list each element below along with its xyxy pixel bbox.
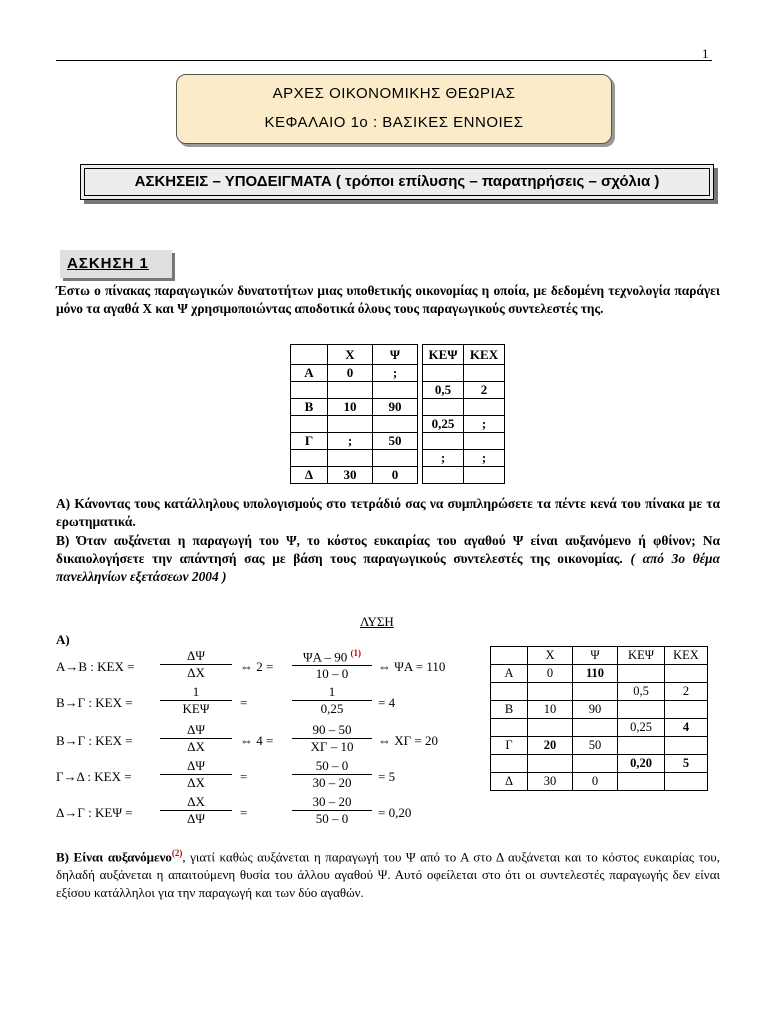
table1-cell: 0,5 <box>423 382 464 399</box>
table1-cell: 50 <box>373 433 418 450</box>
table1-header-y: Ψ <box>373 345 418 365</box>
table1-cell: 2 <box>464 382 505 399</box>
equation-mid: ⇔ 4 = <box>240 733 274 748</box>
table1-cell: 0 <box>373 467 418 484</box>
table1-cell: ; <box>328 433 373 450</box>
equation-row <box>56 648 476 684</box>
solution-table: Χ Ψ ΚΕΨ ΚΕΧ Α 0 110 0,5 2 Β 10 90 0,25 4 Γ 20 50 0,20 5 Δ 30 0 <box>490 646 708 791</box>
equation-lhs: Α→Β : ΚΕΧ = <box>56 659 135 674</box>
fraction: $\frac{90 - 50}{X\Gamma - 10}$ <box>292 722 372 755</box>
table1-header-x: Χ <box>328 345 373 365</box>
question-a: Α) Κάνοντας τους κατάλληλους υπολογισμούς στο τετράδιό σας να συμπληρώσετε τα πέντε κενά του πίνακα με τα ερωτηματικά. <box>56 496 720 529</box>
equation-lhs: Β→Γ : ΚΕΧ = <box>56 695 133 710</box>
title-line-1: ΑΡΧΕΣ ΟΙΚΟΝΟΜΙΚΗΣ ΘΕΩΡΙΑΣ <box>272 85 516 102</box>
fraction: $\frac{30 - 20}{50 - 0}$ <box>292 794 372 827</box>
equation-mid: = <box>240 695 248 710</box>
equation-lhs: Γ→Δ : ΚΕΧ = <box>56 769 132 784</box>
equation-row <box>56 794 476 830</box>
title-box <box>176 74 612 144</box>
table1-cell: ; <box>373 365 418 382</box>
header-rule <box>56 60 712 61</box>
fraction: $\frac{\Delta X}{\Delta\Psi}$ <box>160 794 232 827</box>
answer-b: Β) Είναι αυξανόμενο$^{(2)}$, γιατί καθώς αυξάνεται η παραγωγή του Ψ από το Α στο Δ αυξάνεται και το κόστος ευκαιρίας του, δηλαδή αυξάνεται η απαιτούμενη θυσία του άλλου αγαθού Ψ. Αυτό οφείλεται στο ότι οι συντελεστές παραγωγής δεν είναι εξίσου κατάλληλοι για την παραγωγή και των δύο αγαθών. <box>56 848 720 901</box>
equation-lhs: Β→Γ : ΚΕΧ = <box>56 733 133 748</box>
fraction: $\frac{1}{0,25}$ <box>292 684 372 717</box>
fraction: 1 ΚΕΨ <box>160 684 232 717</box>
table1-row-label: Γ <box>291 433 328 450</box>
table1-header-kep: ΚΕΨ <box>423 345 464 365</box>
table1-cell: ; <box>464 450 505 467</box>
table1-row-label: Β <box>291 399 328 416</box>
fraction: $\frac{\Psi A - 90 ^{(1)}}{10 - 0}$ <box>292 648 372 682</box>
footnote-1: (1) <box>350 648 361 658</box>
table1-cell: 10 <box>328 399 373 416</box>
table1-header-kex: ΚΕΧ <box>464 345 505 365</box>
table1-cell: ; <box>423 450 464 467</box>
exercise-title: ΑΣΚΗΣΗ 1 <box>60 250 172 278</box>
table1-row-label: Δ <box>291 467 328 484</box>
part-a-label: Α) <box>56 632 70 647</box>
question-b: Β) Όταν αυξάνεται η παραγωγή του Ψ, το κόστος ευκαιρίας του αγαθού Ψ είναι αυξανόμενο ή φθίνον; Να δικαιολογήσετε την απάντησή σας με βάση τους παραγωγικούς συντελεστές της οικονομίας. ( από 3ο θέμα πανελληνίων εξετάσεων 2004 ) <box>56 533 721 584</box>
question-table <box>290 344 505 484</box>
intro-paragraph: Έστω ο πίνακας παραγωγικών δυνατοτήτων μιας υποθετικής οικονομίας η οποία, με δεδομένη τεχνολογία παράγει μόνο τα αγαθά Χ και Ψ χρησιμοποιώντας αποδοτικά όλους τους παραγωγικούς συντελεστές της. <box>56 283 720 316</box>
footnote-2: (2) <box>171 848 183 858</box>
equation-mid: = <box>240 805 248 820</box>
table1-row-label: Α <box>291 365 328 382</box>
equation-row <box>56 722 476 758</box>
equation-row <box>56 758 476 794</box>
equation-mid: = <box>240 769 248 784</box>
table2-header-kep: ΚΕΨ <box>618 647 665 665</box>
fraction: $\frac{\Delta\Psi}{\Delta X}$ <box>160 758 232 791</box>
solution-title: ΛΥΣΗ <box>360 614 394 629</box>
equation-mid: ⇔ 2 = <box>240 659 274 674</box>
table1-cell: 90 <box>373 399 418 416</box>
source-note: ( από 3ο θέμα πανελληνίων εξετάσεων 2004 ) <box>56 551 721 584</box>
title-line-2: ΚΕΦΑΛΑΙΟ 1ο : ΒΑΣΙΚΕΣ ΕΝΝΟΙΕΣ <box>264 114 524 131</box>
table1-corner <box>291 345 328 365</box>
equation-rhs: = 0,20 <box>378 805 412 820</box>
table1-cell: 0 <box>328 365 373 382</box>
equation-row <box>56 684 476 720</box>
table2-header-x: Χ <box>528 647 573 665</box>
equation-rhs: ⇔ ΧΓ = 20 <box>378 733 438 748</box>
equation-rhs: = 4 <box>378 695 396 710</box>
equation-lhs: Δ→Γ : ΚΕΨ = <box>56 805 133 820</box>
table1-cell: ; <box>464 416 505 433</box>
table2-header-y: Ψ <box>573 647 618 665</box>
page-number: 1 <box>702 46 709 61</box>
fraction: $\frac{\Delta\Psi}{\Delta X}$ <box>160 722 232 755</box>
table2-header-kex: ΚΕΧ <box>665 647 708 665</box>
equations-block <box>56 648 476 828</box>
fraction: $\frac{\Delta\Psi}{\Delta X}$ <box>160 648 232 681</box>
table1-cell: 30 <box>328 467 373 484</box>
subtitle-box <box>80 164 714 200</box>
fraction: $\frac{50 - 0}{30 - 20}$ <box>292 758 372 791</box>
subtitle-text: ΑΣΚΗΣΕΙΣ – ΥΠΟΔΕΙΓΜΑΤΑ ( τρόποι επίλυσης – παρατηρήσεις – σχόλια ) <box>84 168 710 196</box>
equation-rhs: ⇔ ΨΑ = 110 <box>378 659 446 674</box>
equation-rhs: = 5 <box>378 769 396 784</box>
table1-cell: 0,25 <box>423 416 464 433</box>
